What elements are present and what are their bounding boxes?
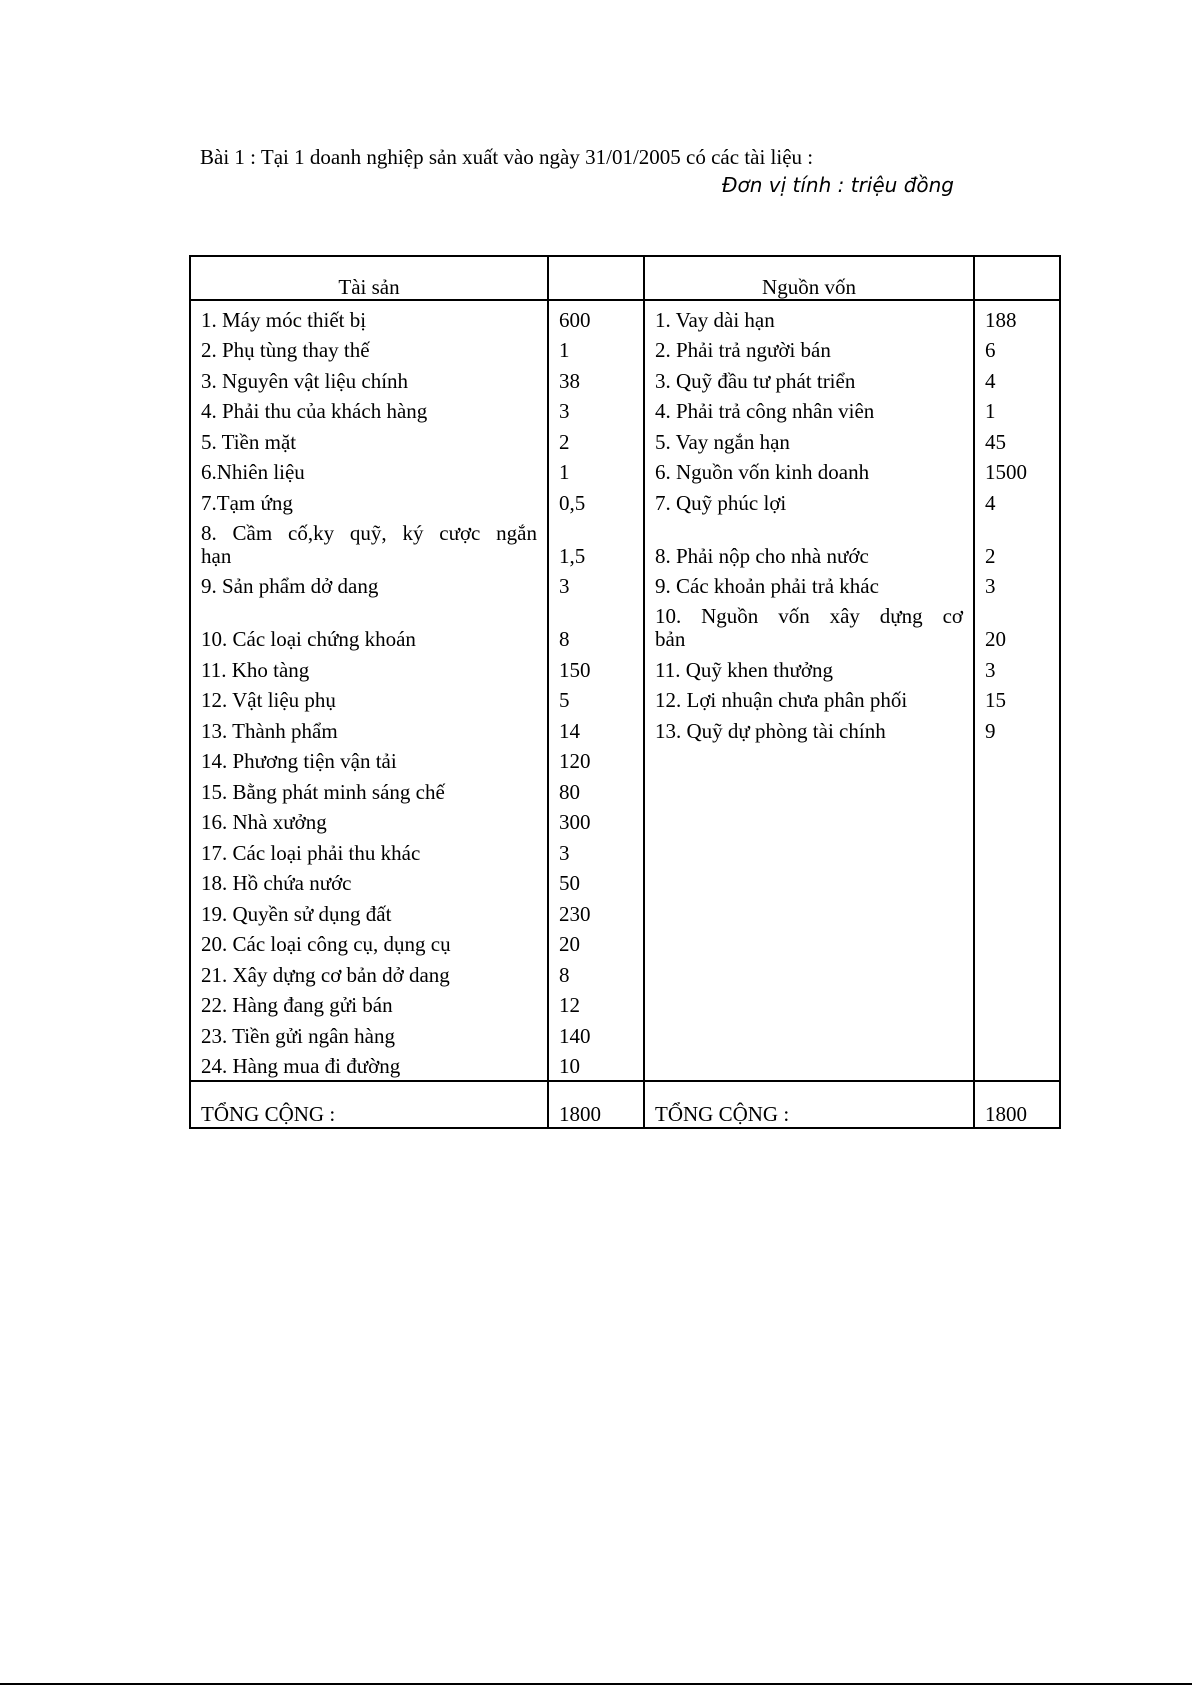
table-row — [190, 712, 1060, 743]
source-name — [644, 956, 974, 987]
asset-name: 12. Vật liệu phụ — [190, 682, 548, 713]
table-row — [190, 834, 1060, 865]
source-name — [644, 865, 974, 896]
asset-name: 17. Các loại phải thu khác — [190, 834, 548, 865]
asset-name: 20. Các loại công cụ, dụng cụ — [190, 926, 548, 957]
asset-name: 15. Bằng phát minh sáng chế — [190, 773, 548, 804]
table-row — [190, 484, 1060, 515]
source-name: 13. Quỹ dự phòng tài chính — [644, 712, 974, 743]
source-value — [974, 926, 1060, 957]
asset-value: 120 — [548, 743, 644, 774]
source-name: 1. Vay dài hạn — [644, 300, 974, 332]
source-name — [644, 834, 974, 865]
source-value: 188 — [974, 300, 1060, 332]
source-name: 10. Nguồn vốn xây dựng cơ — [655, 604, 963, 628]
asset-value: 5 — [548, 682, 644, 713]
asset-value: 140 — [548, 1017, 644, 1048]
asset-value: 12 — [548, 987, 644, 1018]
asset-value: 14 — [548, 712, 644, 743]
asset-value: 38 — [548, 362, 644, 393]
source-value: 4 — [974, 362, 1060, 393]
table-row — [190, 743, 1060, 774]
asset-name: 9. Sản phẩm dở dang — [190, 568, 548, 599]
source-value: 15 — [974, 682, 1060, 713]
asset-name: 23. Tiền gửi ngân hàng — [190, 1017, 548, 1048]
source-name: 8. Phải nộp cho nhà nước — [644, 515, 974, 568]
table-row — [190, 773, 1060, 804]
source-value — [974, 743, 1060, 774]
table-row — [190, 423, 1060, 454]
source-value: 6 — [974, 332, 1060, 363]
source-value: 20 — [974, 598, 1060, 651]
asset-value: 0,5 — [548, 484, 644, 515]
source-value: 4 — [974, 484, 1060, 515]
source-name — [644, 743, 974, 774]
sources-header: Nguồn vốn — [644, 256, 974, 300]
source-value: 45 — [974, 423, 1060, 454]
source-name: 9. Các khoản phải trả khác — [644, 568, 974, 599]
unit-note: Đơn vị tính : triệu đồng — [722, 173, 954, 197]
table-row — [190, 1017, 1060, 1048]
asset-name: 8. Cầm cố,ky quỹ, ký cược ngắn — [201, 520, 537, 545]
source-value — [974, 834, 1060, 865]
asset-value: 150 — [548, 651, 644, 682]
source-name-continuation: bản — [655, 627, 686, 651]
source-value — [974, 1017, 1060, 1048]
source-name: 12. Lợi nhuận chưa phân phối — [644, 682, 974, 713]
table-row — [190, 651, 1060, 682]
asset-value: 50 — [548, 865, 644, 896]
asset-name-cell — [190, 515, 548, 568]
asset-value: 1 — [548, 332, 644, 363]
exercise-heading: Bài 1 : Tại 1 doanh nghiệp sản xuất vào ngày 31/01/2005 có các tài liệu : — [200, 145, 814, 169]
table-row — [190, 895, 1060, 926]
asset-name: 3. Nguyên vật liệu chính — [190, 362, 548, 393]
asset-name: 5. Tiền mặt — [190, 423, 548, 454]
source-name — [644, 804, 974, 835]
asset-name: 24. Hàng mua đi đường — [190, 1048, 548, 1082]
asset-name: 22. Hàng đang gửi bán — [190, 987, 548, 1018]
source-value — [974, 804, 1060, 835]
asset-value: 3 — [548, 568, 644, 599]
source-name: 6. Nguồn vốn kinh doanh — [644, 454, 974, 485]
asset-value: 3 — [548, 393, 644, 424]
table-row — [190, 568, 1060, 599]
asset-value: 1 — [548, 454, 644, 485]
source-value — [974, 895, 1060, 926]
source-name — [644, 987, 974, 1018]
table-row — [190, 987, 1060, 1018]
table-row — [190, 1048, 1060, 1082]
table-row — [190, 362, 1060, 393]
table-row — [190, 804, 1060, 835]
source-value: 2 — [974, 515, 1060, 568]
asset-value: 600 — [548, 300, 644, 332]
asset-value: 10 — [548, 1048, 644, 1082]
source-value: 1 — [974, 393, 1060, 424]
source-value — [974, 1048, 1060, 1082]
balance-sheet-table — [189, 255, 1061, 1129]
asset-total-label: TỔNG CỘNG : — [190, 1081, 548, 1128]
source-value: 9 — [974, 712, 1060, 743]
table-header-row — [190, 256, 1060, 300]
assets-header: Tài sản — [190, 256, 548, 300]
asset-value: 80 — [548, 773, 644, 804]
source-name: 3. Quỹ đầu tư phát triển — [644, 362, 974, 393]
source-name — [644, 1017, 974, 1048]
assets-value-header — [548, 256, 644, 300]
source-name: 11. Quỹ khen thưởng — [644, 651, 974, 682]
asset-value: 8 — [548, 956, 644, 987]
asset-value: 20 — [548, 926, 644, 957]
asset-name: 6.Nhiên liệu — [190, 454, 548, 485]
asset-name-continuation: hạn — [201, 543, 232, 568]
source-value: 3 — [974, 568, 1060, 599]
table-row — [190, 682, 1060, 713]
table-row — [190, 393, 1060, 424]
asset-value: 2 — [548, 423, 644, 454]
asset-name: 21. Xây dựng cơ bản dở dang — [190, 956, 548, 987]
asset-name: 1. Máy móc thiết bị — [190, 300, 548, 332]
source-name: 2. Phải trả người bán — [644, 332, 974, 363]
asset-name: 4. Phải thu của khách hàng — [190, 393, 548, 424]
sources-value-header — [974, 256, 1060, 300]
asset-value: 1,5 — [548, 515, 644, 568]
source-total-label: TỔNG CỘNG : — [644, 1081, 974, 1128]
source-value: 1500 — [974, 454, 1060, 485]
asset-name: 11. Kho tàng — [190, 651, 548, 682]
asset-total-value: 1800 — [548, 1081, 644, 1128]
source-name: 5. Vay ngắn hạn — [644, 423, 974, 454]
asset-name: 2. Phụ tùng thay thế — [190, 332, 548, 363]
asset-value: 8 — [548, 598, 644, 651]
asset-name: 10. Các loại chứng khoán — [190, 598, 548, 651]
source-name — [644, 1048, 974, 1082]
table-row — [190, 598, 1060, 651]
asset-name: 14. Phương tiện vận tải — [190, 743, 548, 774]
source-value — [974, 865, 1060, 896]
source-name — [644, 926, 974, 957]
source-name-cell — [644, 598, 974, 651]
asset-name: 16. Nhà xưởng — [190, 804, 548, 835]
table-row — [190, 956, 1060, 987]
total-row — [190, 1081, 1060, 1128]
table-row — [190, 926, 1060, 957]
source-name — [644, 895, 974, 926]
asset-value: 3 — [548, 834, 644, 865]
source-name — [644, 773, 974, 804]
asset-name: 19. Quyền sử dụng đất — [190, 895, 548, 926]
asset-name: 7.Tạm ứng — [190, 484, 548, 515]
asset-name: 18. Hồ chứa nước — [190, 865, 548, 896]
asset-value: 300 — [548, 804, 644, 835]
source-value — [974, 773, 1060, 804]
table-row — [190, 454, 1060, 485]
source-value — [974, 987, 1060, 1018]
asset-value: 230 — [548, 895, 644, 926]
source-name: 4. Phải trả công nhân viên — [644, 393, 974, 424]
table-row — [190, 300, 1060, 332]
table-row — [190, 865, 1060, 896]
source-total-value: 1800 — [974, 1081, 1060, 1128]
asset-name: 13. Thành phẩm — [190, 712, 548, 743]
table-row — [190, 515, 1060, 568]
source-value — [974, 956, 1060, 987]
table-row — [190, 332, 1060, 363]
source-name: 7. Quỹ phúc lợi — [644, 484, 974, 515]
source-value: 3 — [974, 651, 1060, 682]
